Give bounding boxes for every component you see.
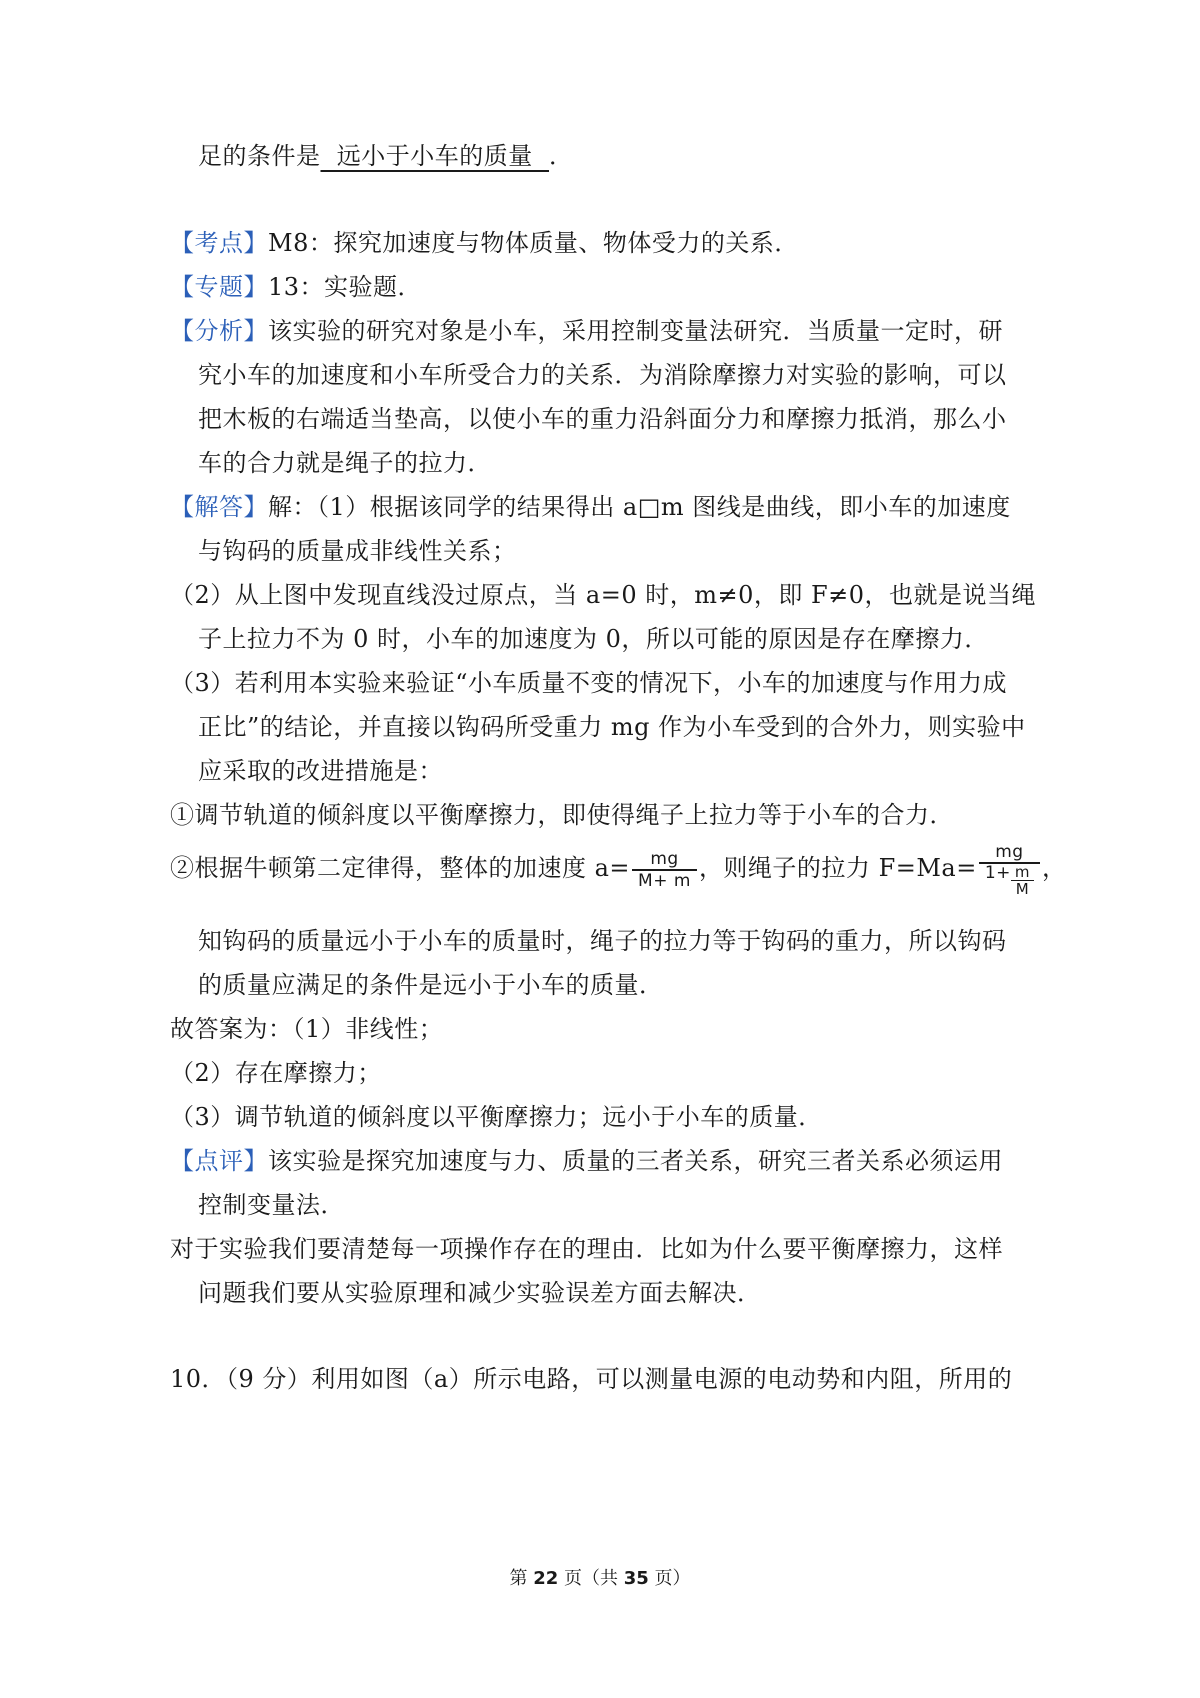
fraction-tension-denominator-lead: 1+ xyxy=(984,863,1011,883)
fenxi-text: 该实验的研究对象是小车，采用控制变量法研究．当质量一定时，研 xyxy=(268,317,1003,345)
kaodian-tag: 【考点】 xyxy=(170,229,268,257)
jieda-line-6: 正比”的结论，并直接以钩码所受重力 mg 作为小车受到的合外力，则实验中 xyxy=(198,713,1026,741)
formula-suffix: ， xyxy=(1042,854,1067,882)
jieda-line-8: ①调节轨道的倾斜度以平衡摩擦力，即使得绳子上拉力等于小车的合力． xyxy=(170,801,954,829)
page-footer xyxy=(0,1567,1200,1591)
dianping-line-2: 控制变量法． xyxy=(198,1191,345,1219)
jieda-line-3: （2）从上图中发现直线没过原点，当 a=0 时，m≠0，即 F≠0，也就是说当绳 xyxy=(170,581,1037,609)
fenxi-line-2: 究小车的加速度和小车所受合力的关系．为消除摩擦力对实验的影响，可以 xyxy=(198,361,1007,389)
jieda-tag: 【解答】 xyxy=(170,493,268,521)
formula-middle: ，则绳子的拉力 F=Ma= xyxy=(698,854,977,882)
jieda-line-7: 应采取的改进措施是： xyxy=(198,757,443,785)
answer-blank: 远小于小车的质量 xyxy=(320,142,550,170)
question-10-line: 10．（9 分）利用如图（a）所示电路，可以测量电源的电动势和内阻，所用的 xyxy=(170,1365,1013,1393)
jieda-after-line-1: 知钩码的质量远小于小车的质量时，绳子的拉力等于钩码的重力，所以钩码 xyxy=(198,927,1007,955)
jieda-after-line-2: 的质量应满足的条件是远小于小车的质量． xyxy=(198,971,664,999)
fenxi-line-1 xyxy=(170,316,1003,346)
jieda-line-1 xyxy=(170,492,1011,522)
jieda-line-4: 子上拉力不为 0 时，小车的加速度为 0，所以可能的原因是存在摩擦力． xyxy=(198,625,989,653)
fenxi-line-3: 把木板的右端适当垫高，以使小车的重力沿斜面分力和摩擦力抵消，那么小 xyxy=(198,405,1007,433)
answer-summary-3: （3）调节轨道的倾斜度以平衡摩擦力；远小于小车的质量． xyxy=(170,1103,823,1131)
jieda-line-2: 与钩码的质量成非线性关系； xyxy=(198,537,517,565)
zhuanti-line xyxy=(170,272,422,302)
footer-post: 页） xyxy=(648,1568,691,1589)
fraction-acceleration-numerator: mg xyxy=(632,849,697,871)
dianping-extra-1: 对于实验我们要清楚每一项操作存在的理由．比如为什么要平衡摩擦力，这样 xyxy=(170,1235,1003,1263)
dianping-text: 该实验是探究加速度与力、质量的三者关系，研究三者关系必须运用 xyxy=(268,1147,1003,1175)
answer-condition-prefix: 足的条件是 xyxy=(198,142,321,170)
footer-mid: 页（共 xyxy=(558,1568,624,1589)
dianping-extra-2: 问题我们要从实验原理和减少实验误差方面去解决． xyxy=(198,1279,762,1307)
dianping-line-1 xyxy=(170,1146,1003,1176)
jieda-line-5: （3）若利用本实验来验证“小车质量不变的情况下，小车的加速度与作用力成 xyxy=(170,669,1008,697)
kaodian-line xyxy=(170,228,799,258)
footer-total-pages: 35 xyxy=(623,1568,649,1589)
fraction-mass-ratio xyxy=(1011,864,1034,897)
answer-condition-suffix: ． xyxy=(549,142,574,170)
fraction-acceleration-denominator: M+ m xyxy=(638,870,691,891)
zhuanti-tag: 【专题】 xyxy=(170,273,268,301)
answer-summary-2: （2）存在摩擦力； xyxy=(170,1059,382,1087)
answer-condition-line xyxy=(198,141,574,171)
fraction-tension-denominator xyxy=(979,864,1040,897)
footer-page-number: 22 xyxy=(533,1568,559,1589)
fraction-tension xyxy=(979,842,1040,897)
formula-line xyxy=(170,842,1067,897)
footer-pre: 第 xyxy=(509,1568,534,1589)
fenxi-line-4: 车的合力就是绳子的拉力． xyxy=(198,449,492,477)
zhuanti-text: 13：实验题． xyxy=(268,273,423,301)
formula-prefix: ②根据牛顿第二定律得，整体的加速度 a= xyxy=(170,854,631,882)
answer-summary-1: 故答案为：（1）非线性； xyxy=(170,1015,444,1043)
fraction-tension-numerator: mg xyxy=(979,842,1040,864)
fenxi-tag: 【分析】 xyxy=(170,317,268,345)
fraction-mass-ratio-numerator: m xyxy=(1011,864,1034,881)
jieda-text: 解：（1）根据该同学的结果得出 a□m 图线是曲线，即小车的加速度 xyxy=(268,493,1011,521)
dianping-tag: 【点评】 xyxy=(170,1147,268,1175)
fraction-acceleration xyxy=(632,849,697,891)
kaodian-text: M8：探究加速度与物体质量、物体受力的关系． xyxy=(268,229,799,257)
fraction-mass-ratio-denominator: M xyxy=(1015,880,1030,898)
